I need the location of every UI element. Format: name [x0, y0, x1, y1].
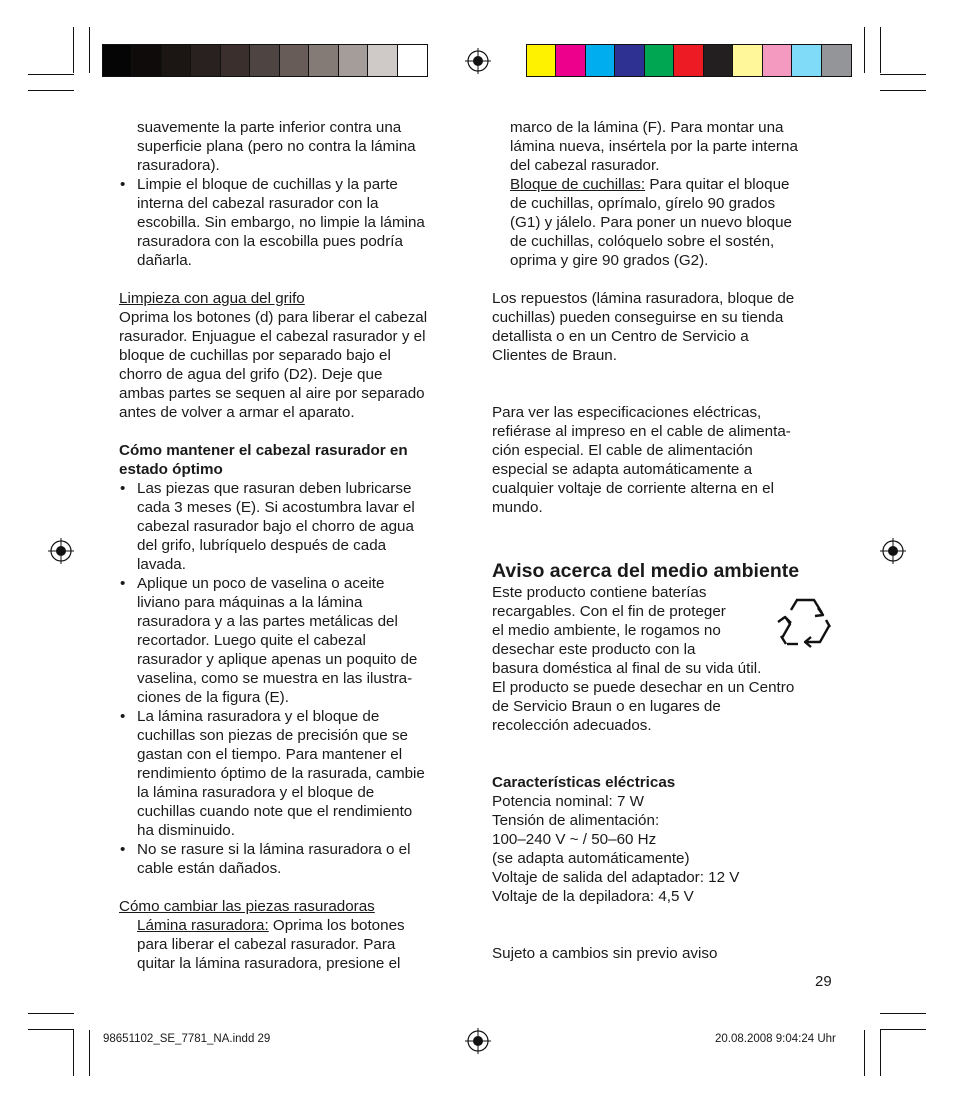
text-line: lavada.: [137, 556, 186, 573]
text-line: mundo.: [492, 499, 543, 516]
text-line: escobilla. Sin embargo, no limpie la lámina: [137, 214, 425, 231]
color-swatch: [527, 45, 556, 76]
right-column: [492, 118, 842, 963]
spec-line: Voltaje de salida del adaptador: 12 V: [492, 869, 740, 886]
text-line: cada 3 meses (E). Si acostumbra lavar el: [137, 499, 415, 516]
text-line: ha disminuido.: [137, 822, 235, 839]
text-line: detallista o en un Centro de Servicio a: [492, 328, 749, 345]
crop-mark: [73, 27, 74, 73]
timestamp-slug: 20.08.2008 9:04:24 Uhr: [715, 1033, 836, 1045]
crop-mark: [880, 1030, 881, 1076]
text-line: de cuchillas, oprímalo, gírelo 90 grados: [510, 195, 776, 212]
registration-mark-icon: [465, 48, 491, 74]
text-line: rasurador y aplique apenas un poquito de: [137, 651, 418, 668]
text-line: (G1) y jálelo. Para poner un nuevo bloque: [510, 214, 792, 231]
text-line: rasuradora con la escobilla pues podría: [137, 233, 403, 250]
list-item: [119, 707, 469, 840]
registration-mark-icon: [880, 538, 906, 564]
registration-mark-icon: [465, 1028, 491, 1054]
text-line: chorro de agua del grifo (D2). Deje que: [119, 366, 383, 383]
color-swatch: [162, 45, 191, 76]
text-line: recargables. Con el fin de proteger: [492, 603, 726, 620]
list-item: [119, 574, 469, 707]
recycle-icon: [774, 594, 836, 654]
text-line: marco de la lámina (F). Para montar una: [510, 119, 784, 136]
text-line: del cabezal rasurador.: [510, 157, 660, 174]
text-line: El producto se puede desechar en un Centro: [492, 679, 795, 696]
continued-paragraph: [119, 118, 469, 175]
text-line: antes de volver a armar el aparato.: [119, 404, 355, 421]
text-line: recortador. Luego quite el cabezal: [137, 632, 366, 649]
color-swatch: [704, 45, 733, 76]
crop-mark: [880, 27, 881, 73]
text-line: el medio ambiente, le rogamos no: [492, 622, 721, 639]
text-line: interna del cabezal rasurador con la: [137, 195, 379, 212]
registration-mark-icon: [48, 538, 74, 564]
color-swatch: [674, 45, 703, 76]
color-swatch: [309, 45, 338, 76]
text-line: lámina nueva, insértela por la parte interna: [510, 138, 798, 155]
section-title-replace-parts: Cómo cambiar las piezas rasuradoras: [119, 898, 375, 915]
text-line: bloque de cuchillas por separado bajo el: [119, 347, 391, 364]
text-line: del grifo, lubríquelo después de cada: [137, 537, 387, 554]
crop-mark: [73, 1030, 74, 1076]
text-line: suavemente la parte inferior contra una: [137, 119, 402, 136]
list-item: [119, 175, 469, 270]
crop-mark: [28, 1029, 74, 1030]
spec-line: (se adapta automáticamente): [492, 850, 690, 867]
color-swatch: [556, 45, 585, 76]
color-swatch: [280, 45, 309, 76]
text-line: rendimiento óptimo de la rasurada, cambie: [137, 765, 425, 782]
color-swatch: [398, 45, 427, 76]
text-line: liviano para máquinas a la lámina: [137, 594, 363, 611]
text-line: [510, 175, 842, 194]
foil-text: Oprima los botones: [268, 917, 405, 934]
process-color-bar: [526, 44, 852, 77]
text-line: ciones de la figura (E).: [137, 689, 289, 706]
text-line: basura doméstica al final de su vida útil.: [492, 660, 762, 677]
cutter-label: Bloque de cuchillas:: [510, 176, 646, 193]
color-swatch: [792, 45, 821, 76]
crop-mark: [28, 74, 74, 75]
text-line: vaselina, como se muestra en las ilustra-: [137, 670, 413, 687]
text-line: Los repuestos (lámina rasuradora, bloque de: [492, 290, 795, 307]
color-swatch: [191, 45, 220, 76]
text-line: • Las piezas que rasuran deben lubricarse: [137, 480, 412, 497]
text-line: cualquier voltaje de corriente alterna en el: [492, 480, 774, 497]
text-line: refiérase al impreso en el cable de alimenta-: [492, 423, 791, 440]
file-slug: 98651102_SE_7781_NA.indd 29: [103, 1033, 271, 1045]
cutter-text: Para quitar el bloque: [645, 176, 790, 193]
text-line: cuchillas) pueden conseguirse en su tienda: [492, 309, 784, 326]
spec-line: Voltaje de la depiladora: 4,5 V: [492, 888, 694, 905]
left-column: [119, 118, 469, 973]
text-line: de cuchillas, colóquelo sobre el sostén,: [510, 233, 775, 250]
continued-paragraph: [492, 118, 842, 270]
color-swatch: [822, 45, 851, 76]
text-line: superficie plana (pero no contra la lámina: [137, 138, 416, 155]
text-line: cuchillas son piezas de precisión que se: [137, 727, 409, 744]
color-swatch: [103, 45, 132, 76]
text-line: • Aplique un poco de vaselina o aceite: [137, 575, 385, 592]
crop-mark: [880, 74, 926, 75]
change-notice: Sujeto a cambios sin previo aviso: [492, 945, 718, 962]
text-line: ambas partes se sequen al aire por separado: [119, 385, 425, 402]
crop-mark: [864, 27, 865, 73]
grayscale-color-bar: [102, 44, 428, 77]
crop-mark: [880, 1013, 926, 1014]
crop-mark: [28, 1013, 74, 1014]
spec-line: Potencia nominal: 7 W: [492, 793, 644, 810]
list-item: [119, 479, 469, 574]
text-line: Oprima los botones (d) para liberar el cabezal: [119, 309, 428, 326]
section-title-maintenance: Cómo mantener el cabezal rasurador en: [119, 442, 408, 459]
text-line: ción especial. El cable de alimentación: [492, 442, 753, 459]
text-line: • La lámina rasuradora y el bloque de: [137, 708, 380, 725]
text-line: desechar este producto con la: [492, 641, 696, 658]
crop-mark: [880, 90, 926, 91]
text-line: rasurador. Enjuague el cabezal rasurador y el: [119, 328, 426, 345]
color-swatch: [763, 45, 792, 76]
text-line: para liberar el cabezal rasurador. Para: [137, 936, 396, 953]
text-line: Este producto contiene baterías: [492, 584, 707, 601]
text-line: • No se rasure si la lámina rasuradora o el: [137, 841, 411, 858]
text-line: oprima y gire 90 grados (G2).: [510, 252, 709, 269]
color-swatch: [368, 45, 397, 76]
crop-mark: [89, 27, 90, 73]
color-swatch: [615, 45, 644, 76]
spec-line: 100–240 V ~ / 50–60 Hz: [492, 831, 657, 848]
crop-mark: [864, 1030, 865, 1076]
text-line: [137, 916, 469, 935]
text-line: de Servicio Braun o en lugares de: [492, 698, 721, 715]
section-title-water-cleaning: Limpieza con agua del grifo: [119, 290, 305, 307]
foil-label: Lámina rasuradora:: [137, 917, 269, 934]
text-line: cabezal rasurador bajo el chorro de agua: [137, 518, 414, 535]
text-line: • Limpie el bloque de cuchillas y la parte: [137, 176, 398, 193]
color-swatch: [221, 45, 250, 76]
foil-paragraph: [119, 916, 469, 973]
environment-heading: Aviso acerca del medio ambiente: [492, 560, 800, 582]
text-line: rasuradora).: [137, 157, 220, 174]
list-item: [119, 840, 469, 878]
page-number: 29: [815, 973, 832, 990]
color-swatch: [250, 45, 279, 76]
color-swatch: [645, 45, 674, 76]
text-line: rasuradora y a las partes metálicas del: [137, 613, 398, 630]
text-line: especial se adapta automáticamente a: [492, 461, 753, 478]
color-swatch: [339, 45, 368, 76]
text-line: Clientes de Braun.: [492, 347, 617, 364]
text-line: cable están dañados.: [137, 860, 282, 877]
text-line: quitar la lámina rasuradora, presione el: [137, 955, 401, 972]
color-swatch: [586, 45, 615, 76]
text-line: la lámina rasuradora y el bloque de: [137, 784, 375, 801]
crop-mark: [89, 1030, 90, 1076]
text-line: cuchillas cuando note que el rendimiento: [137, 803, 413, 820]
text-line: dañarla.: [137, 252, 192, 269]
specs-title: Características eléctricas: [492, 774, 676, 791]
spec-line: Tensión de alimentación:: [492, 812, 660, 829]
crop-mark: [880, 1029, 926, 1030]
text-line: Para ver las especificaciones eléctricas,: [492, 404, 762, 421]
color-swatch: [733, 45, 762, 76]
text-line: gastan con el tiempo. Para mantener el: [137, 746, 403, 763]
color-swatch: [132, 45, 161, 76]
text-line: recolección adecuados.: [492, 717, 652, 734]
crop-mark: [28, 90, 74, 91]
section-title-maintenance: estado óptimo: [119, 461, 223, 478]
